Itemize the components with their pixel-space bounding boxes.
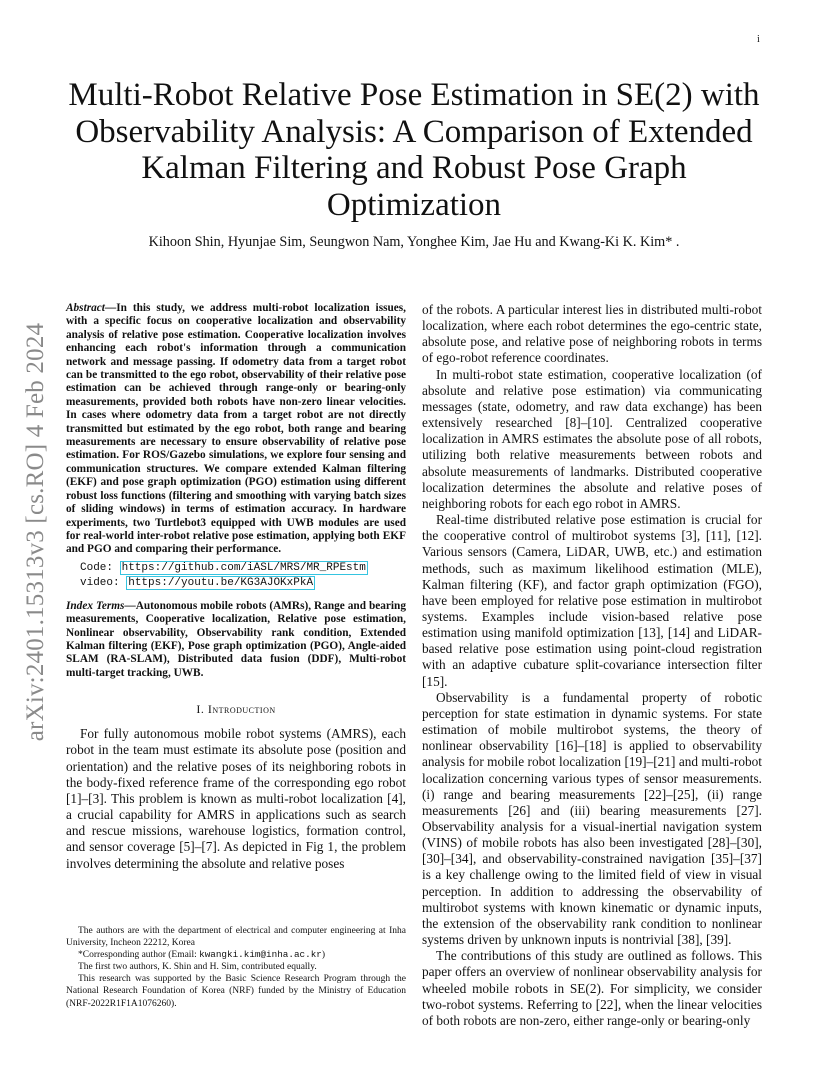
footnote-corresponding-author	[66, 949, 406, 961]
footnote-affiliation: The authors are with the department of electrical and computer engineering at Inha University, Incheon 22212, Korea	[66, 926, 406, 949]
resource-links	[80, 561, 406, 592]
body-paragraph: Observability is a fundamental property of robotic perception for state estimation in dynamic systems. For state estimation of mobile multirobot systems, the theory of nonlinear observability [16]–[18] is applied to observability analysis for mobile robot localization [19]–[21] and multi-robot localization concerning various types of sensor measurements. (i) range and bearing measurements [22]–[25], (ii) range measurements [26] and (iii) bearing measurements [27]. Observability analysis for a visual-inertial navigation system (VINS) of mobile robots has also been investigated [28]–[30], [30]–[34], and observability-constrained navigation [35]–[37] is a key challenge owing to the limited field of view in visual perception. In addition to addressing the observability of multirobot systems with known kinematic or dynamic inputs, the extension of the observability rank condition to nonlinear systems driven by unknown inputs is nontrivial [38], [39].	[422, 689, 762, 948]
left-column	[66, 302, 406, 872]
body-paragraph: The contributions of this study are outlined as follows. This paper offers an overview of nonlinear observability analysis for wheeled mobile robots in SE(2). For simplicity, we consider two-robot systems. Referring to [22], when the linear velocities of both robots are non-zero, either range-only or bearing-only	[422, 948, 762, 1028]
abstract	[66, 302, 406, 557]
code-link-row	[80, 561, 406, 577]
paper-title: Multi-Robot Relative Pose Estimation in SE(2) with Observability Analysis: A Comparison of Extended Kalman Filtering and Robust Pose Graph Optimization	[68, 77, 760, 223]
intro-paragraph: For fully autonomous mobile robot systems (AMRS), each robot in the team must estimate its absolute pose (position and orientation) and the relative poses of its neighboring robots in the body-fixed reference frame of the corresponding ego robot [1]–[3]. This problem is known as multi-robot localization [4], a crucial capability for AMRS in applications such as search and rescue missions, warehouse logistics, formation control, and sensor coverage [5]–[7]. As depicted in Fig 1, the problem involves determining the absolute and relative poses	[66, 726, 406, 871]
index-terms-text: —Autonomous mobile robots (AMRs), Range and bearing measurements, Cooperative localization, Relative pose estimation, Nonlinear observability, Observability rank condition, Extended Kalman filtering (EKF), Pose graph optimization (PGO), Angle-aided SLAM (RA-SLAM), Distributed data fusion (DDF), Multi-robot multi-target tracking, UWB.	[66, 599, 406, 679]
author-list: Kihoon Shin, Hyunjae Sim, Seungwon Nam, Yonghee Kim, Jae Hu and Kwang-Ki K. Kim* .	[148, 234, 680, 250]
footnote-equal-contribution: The first two authors, K. Shin and H. Sim, contributed equally.	[78, 962, 317, 973]
index-terms-lead: Index Terms	[66, 599, 125, 612]
body-paragraph: In multi-robot state estimation, cooperative localization (of absolute and relative pose estimation) via communicating messages (state, odometry, and raw data exchange) has been extensively researched [8]–[10]. Centralized cooperative localization in AMRS estimates the absolute pose of all robots, utilizing both relative measurements between robots and absolute measurements of landmarks. Distributed cooperative localization determines the absolute and relative poses of neighboring robots for each ego robot in AMRS.	[422, 366, 762, 511]
right-column	[422, 302, 762, 1029]
footnote-funding: This research was supported by the Basic Science Research Program through the National Research Foundation of Korea (NRF) funded by the Ministry of Education (NRF-2022R1F1A1076260).	[66, 974, 406, 1009]
footnote-email-prefix: *Corresponding author (Email:	[78, 950, 200, 961]
body-paragraph: of the robots. A particular interest lies in distributed multi-robot localization, where each robot determines the ego-centric state, absolute pose, and relative pose of neighboring robots in terms of ego-robot reference coordinates.	[422, 302, 762, 366]
video-label: video:	[80, 577, 127, 590]
author-email: kwangki.kim@inha.ac.kr	[199, 949, 322, 961]
abstract-text: —In this study, we address multi-robot localization issues, with a specific focus on cooperative localization and observability analysis of relative pose estimation. Cooperative localization involves enhancing each robot's information through a communication network and message passing. If odometry data from a target robot can be transmitted to the ego robot, observability of their relative pose estimation can be achieved through range-only or bearing-only measurements, provided both robots have non-zero linear velocities. In cases where odometry data from a target robot are not directly transmitted but estimated by the ego robot, both range and bearing measurements are necessary to ensure observability of relative pose estimation. For ROS/Gazebo simulations, we explore four sensing and communication structures. We compare extended Kalman filtering (EKF) and pose graph optimization (PGO) estimation using different robust loss functions (filtering and smoothing with varying batch sizes of sliding windows) in terms of estimation accuracy. In hardware experiments, two Turtlebot3 equipped with UWB modules are used for real-world inter-robot relative pose estimation, applying both EKF and PGO and comparing their performance.	[66, 302, 406, 556]
code-label: Code:	[80, 561, 120, 574]
section-heading-introduction: I. Introduction	[196, 702, 276, 717]
page-number: i	[757, 34, 760, 45]
arxiv-stamp: arXiv:2401.15313v3 [cs.RO] 4 Feb 2024	[22, 322, 49, 742]
footnotes	[66, 925, 406, 1010]
video-link-row	[80, 576, 406, 592]
index-terms	[66, 600, 406, 680]
abstract-lead: Abstract	[66, 302, 105, 314]
body-paragraph: Real-time distributed relative pose estimation is crucial for the cooperative control of multirobot systems [3], [11], [12]. Various sensors (Camera, LiDAR, UWB, etc.) and estimation methods, such as maximum likelihood estimation (MLE), Kalman filtering (KF), and factor graph optimization (FGO), have been employed for relative pose estimation in multirobot systems. Examples include vision-based relative pose estimation using manifold optimization [13], [14] and LiDAR-based relative pose estimation using point-cloud registration with an adaptive cubature split-covariance intersection filter [15].	[422, 512, 762, 689]
footnote-email-suffix: )	[321, 950, 326, 961]
code-url-link[interactable]: https://github.com/iASL/MRS/MR_RPEstm	[121, 561, 366, 574]
video-url-link[interactable]: https://youtu.be/KG3AJOKxPkA	[128, 577, 314, 590]
